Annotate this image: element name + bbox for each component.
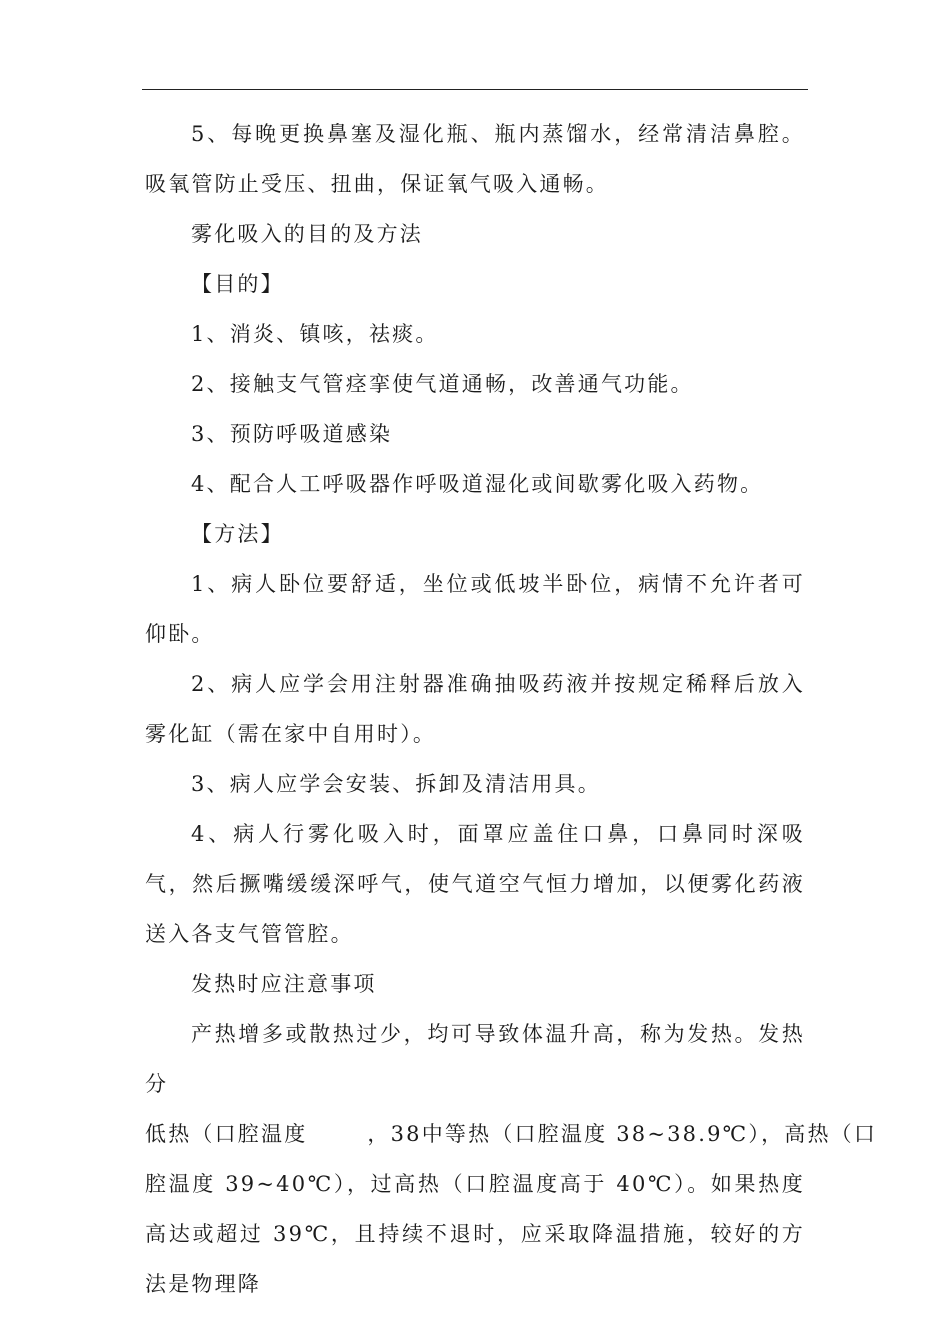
header-rule: [142, 89, 808, 90]
subheading-purpose: 【目的】: [191, 272, 284, 296]
method-item-3: 3、病人应学会安装、拆卸及清洁用具。: [191, 772, 601, 796]
fever-mid-label: 中等热（口腔温度 38~38.9℃），高热（口: [421, 1122, 878, 1146]
fever-classification-line: [145, 1109, 878, 1159]
fever-low-label: 低热（口腔温度: [145, 1122, 308, 1146]
purpose-item-1: 1、消炎、镇咳，祛痰。: [191, 322, 439, 346]
subheading-method: 【方法】: [191, 522, 284, 546]
purpose-item-3: 3、预防呼吸道感染: [191, 422, 393, 446]
fever-intro: 产热增多或散热过少，均可导致体温升高，称为发热。发热分: [145, 1022, 805, 1096]
method-item-4: 4、病人行雾化吸入时，面罩应盖住口鼻，口鼻同时深吸气，然后撅嘴缓缓深呼气，使气道空气恒力增加，以便雾化药液送入各支气管管腔。: [145, 822, 805, 946]
purpose-item-4: 4、配合人工呼吸器作呼吸道湿化或间歇雾化吸入药物。: [191, 472, 764, 496]
paragraph-oxygen-care: 5、每晚更换鼻塞及湿化瓶、瓶内蒸馏水，经常清洁鼻腔。吸氧管防止受压、扭曲，保证氧气吸入通畅。: [145, 122, 805, 196]
method-item-1: 1、病人卧位要舒适，坐位或低坡半卧位，病情不允许者可仰卧。: [145, 572, 805, 646]
fever-classification-continued: 腔温度 39~40℃），过高热（口腔温度高于 40℃）。如果热度高达或超过 39℃，且持续不退时，应采取降温措施，较好的方法是物理降: [145, 1172, 805, 1296]
section-heading-fever: 发热时应注意事项: [191, 972, 377, 996]
fever-low-range: ，38: [367, 1122, 422, 1146]
section-heading-nebulization: 雾化吸入的目的及方法: [191, 222, 423, 246]
document-body: [145, 109, 878, 1309]
purpose-item-2: 2、接触支气管痉挛使气道通畅，改善通气功能。: [191, 372, 694, 396]
method-item-2: 2、病人应学会用注射器准确抽吸药液并按规定稀释后放入雾化缸（需在家中自用时）。: [145, 672, 805, 746]
